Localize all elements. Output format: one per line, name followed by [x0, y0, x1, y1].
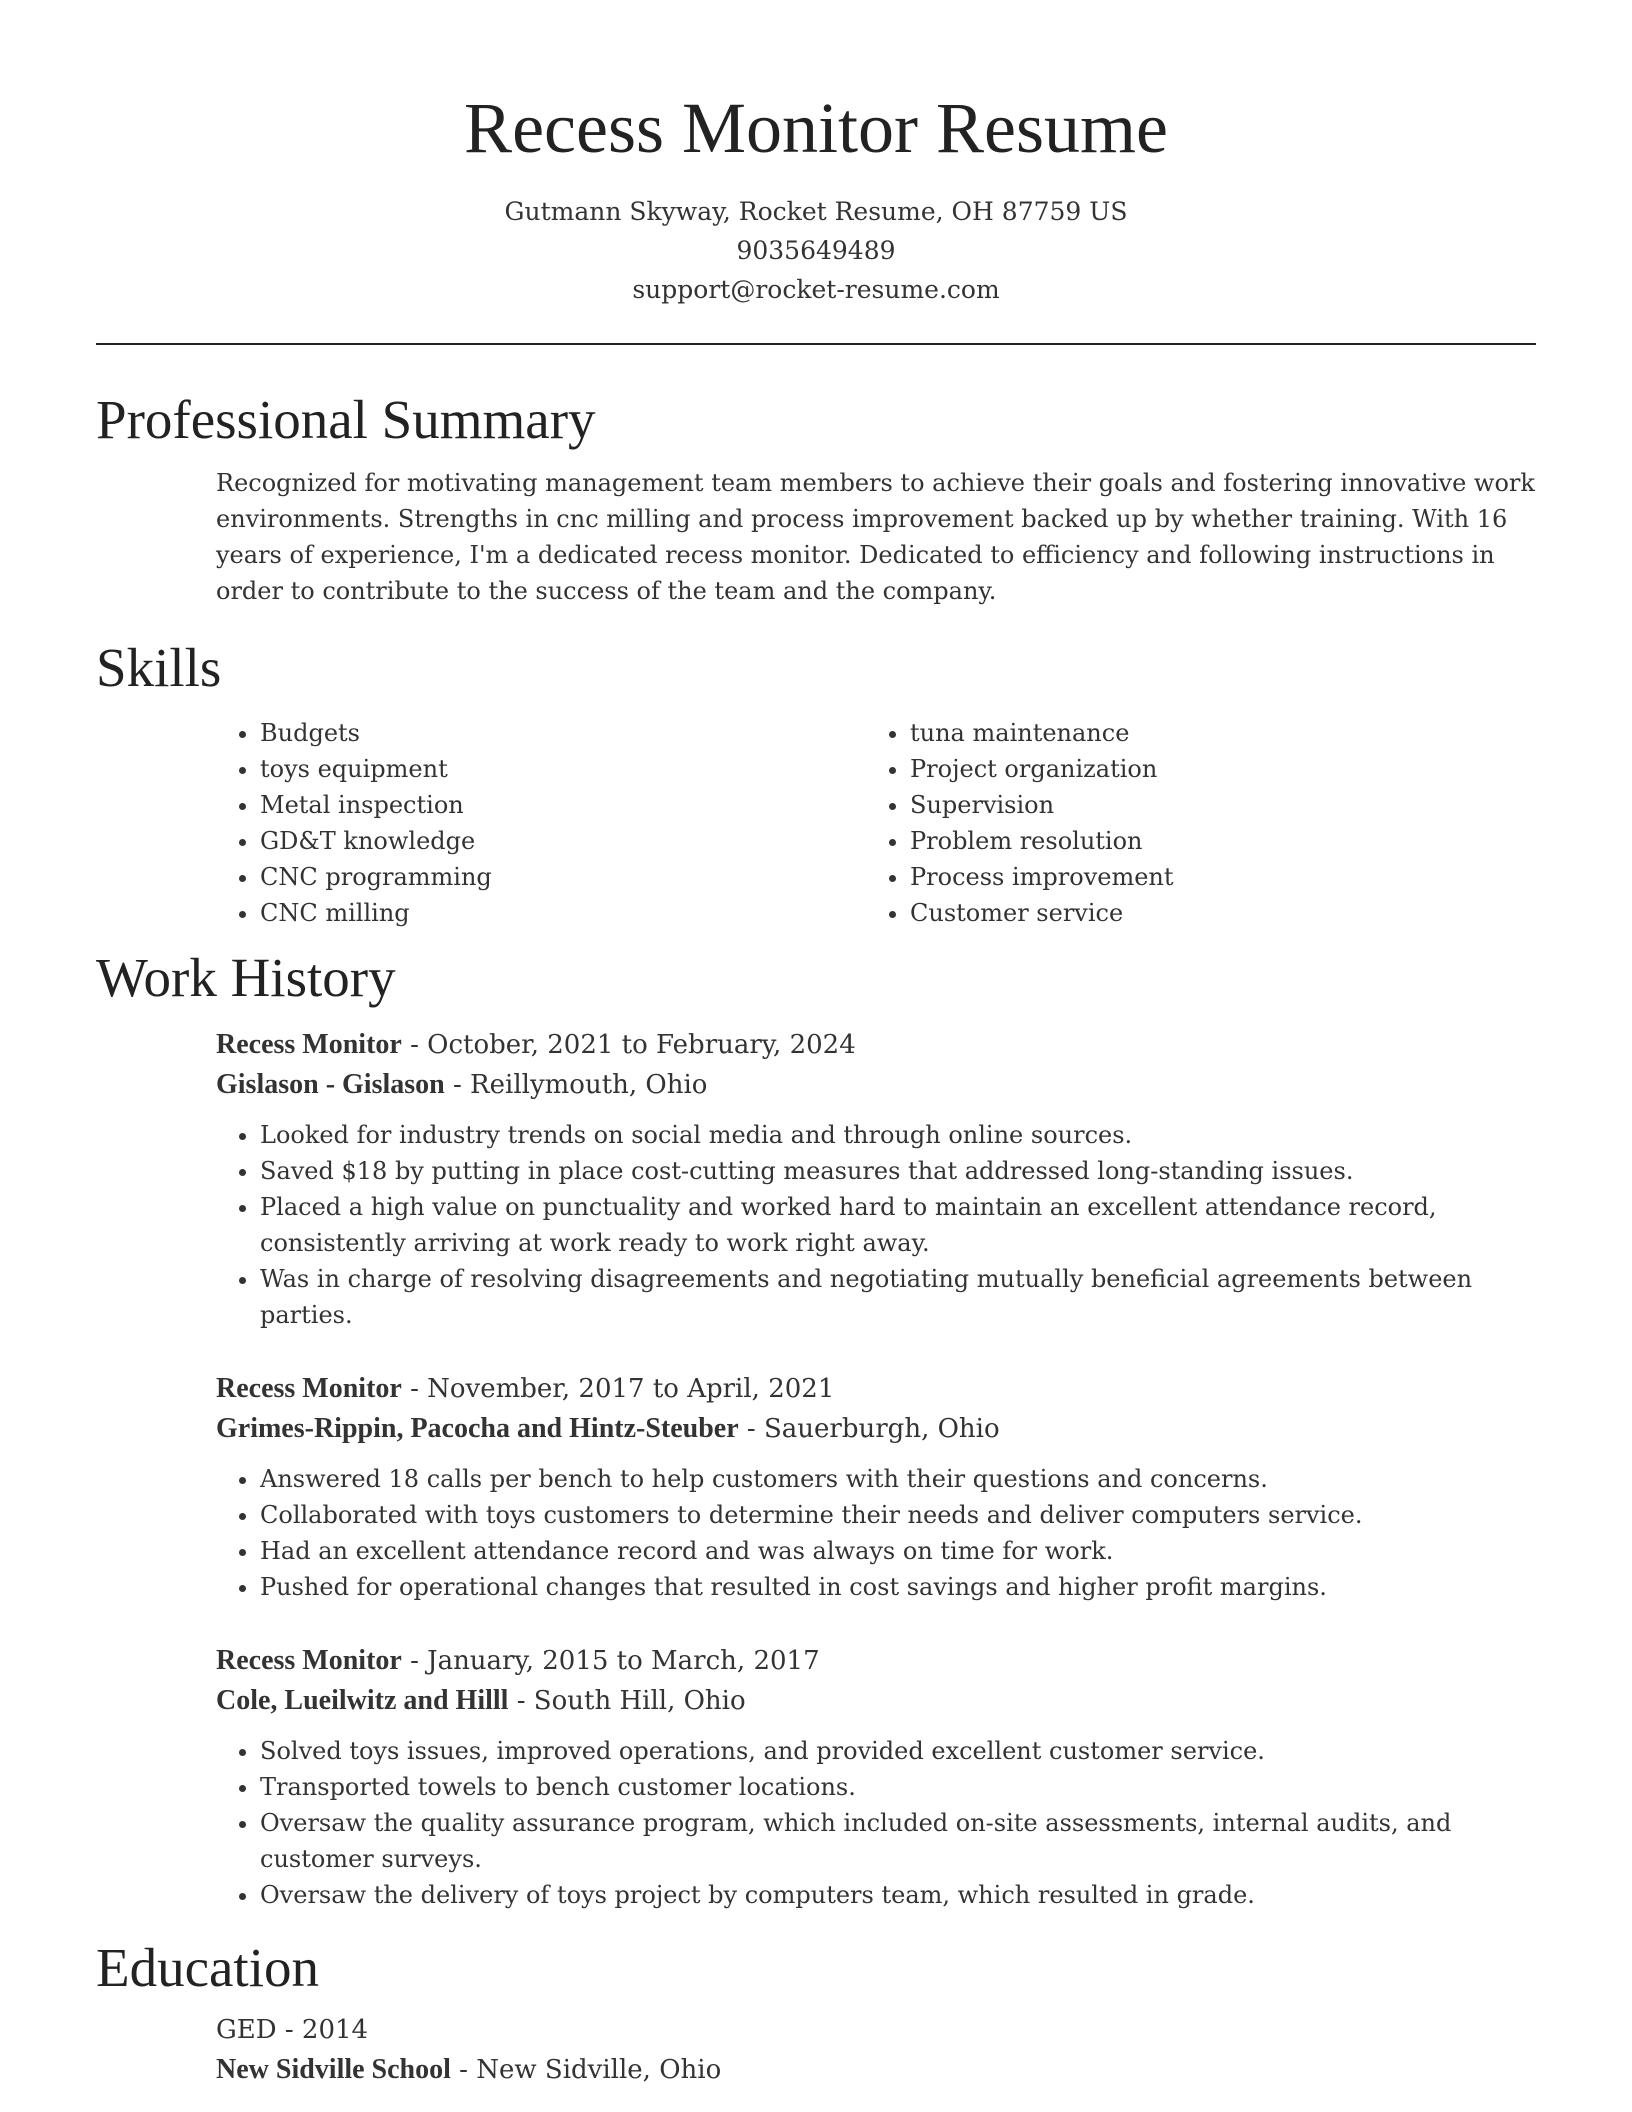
- job-bullet: • Answered 18 calls per bench to help customers with their questions and concerns.: [260, 1461, 1536, 1497]
- skill-item: • Supervision: [910, 787, 1516, 823]
- job-role: Recess Monitor: [216, 1645, 402, 1676]
- job-entry: [216, 1641, 1536, 1913]
- phone: 9035649489: [736, 236, 896, 265]
- skills-column-right: [866, 715, 1516, 931]
- contact-info: [96, 192, 1536, 309]
- skill-item: • Process improvement: [910, 859, 1516, 895]
- job-role-line: [216, 1025, 1536, 1065]
- job-bullet: • Saved $18 by putting in place cost-cutting measures that addressed long-standing issues.: [260, 1153, 1536, 1189]
- job-bullet: • Oversaw the delivery of toys project by computers team, which resulted in grade.: [260, 1877, 1536, 1913]
- summary-text: Recognized for motivating management team members to achieve their goals and fostering innovative work environments. Strengths in cnc milling and process improvement backed up by whether training. With 16 years of experience, I'm a dedicated recess monitor. Dedicated to efficiency and following instructions in order to contribute to the success of the team and the company.: [216, 469, 1535, 605]
- education-heading: Education: [96, 1937, 319, 1998]
- job-entry: [216, 1025, 1536, 1333]
- job-role: Recess Monitor: [216, 1373, 402, 1404]
- job-role-line: [216, 1369, 1536, 1409]
- job-dates: - November, 2017 to April, 2021: [401, 1374, 835, 1404]
- job-company-line: [216, 1065, 1536, 1105]
- job-bullet: • Had an excellent attendance record and was always on time for work.: [260, 1533, 1536, 1569]
- job-bullet: • Was in charge of resolving disagreements and negotiating mutually beneficial agreements between parties.: [260, 1261, 1536, 1333]
- skill-item: • CNC programming: [260, 859, 866, 895]
- skill-item: • Budgets: [260, 715, 866, 751]
- resume-header: [96, 0, 1536, 309]
- education-school: New Sidville School: [216, 2054, 451, 2085]
- education-location: - New Sidville, Ohio: [450, 2055, 722, 2085]
- job-bullet: • Solved toys issues, improved operations, and provided excellent customer service.: [260, 1733, 1536, 1769]
- skill-item: • Customer service: [910, 895, 1516, 931]
- resume-title: Recess Monitor Resume: [464, 88, 1168, 168]
- job-role-line: [216, 1641, 1536, 1681]
- skill-item: • Project organization: [910, 751, 1516, 787]
- address: Gutmann Skyway, Rocket Resume, OH 87759 US: [504, 197, 1128, 226]
- skill-item: • CNC milling: [260, 895, 866, 931]
- job-location: - Reillymouth, Ohio: [444, 1070, 708, 1100]
- skills-list: [216, 715, 1536, 931]
- job-bullets: [216, 1461, 1536, 1605]
- job-company: Cole, Lueilwitz and Hilll: [216, 1685, 509, 1716]
- job-bullet: • Transported towels to bench customer locations.: [260, 1769, 1536, 1805]
- job-role: Recess Monitor: [216, 1029, 402, 1060]
- job-dates: - January, 2015 to March, 2017: [401, 1646, 820, 1676]
- education-entry: [216, 2011, 1536, 2090]
- skill-item: • toys equipment: [260, 751, 866, 787]
- summary-heading: Professional Summary: [96, 389, 596, 450]
- job-bullet: • Collaborated with toys customers to determine their needs and deliver computers service.: [260, 1497, 1536, 1533]
- job-company: Grimes-Rippin, Pacocha and Hintz-Steuber: [216, 1413, 739, 1444]
- skills-heading: Skills: [96, 637, 222, 698]
- job-bullets: [216, 1733, 1536, 1913]
- job-bullets: [216, 1117, 1536, 1333]
- job-entry: [216, 1369, 1536, 1605]
- work-history-heading: Work History: [96, 947, 396, 1008]
- skill-item: • GD&T knowledge: [260, 823, 866, 859]
- skills-column-left: [216, 715, 866, 931]
- education-degree: GED - 2014: [216, 2015, 369, 2045]
- job-bullet: • Looked for industry trends on social media and through online sources.: [260, 1117, 1536, 1153]
- job-bullet: • Pushed for operational changes that resulted in cost savings and higher profit margins.: [260, 1569, 1536, 1605]
- education-school-line: [216, 2050, 1536, 2090]
- job-company-line: [216, 1409, 1536, 1449]
- skill-item: • tuna maintenance: [910, 715, 1516, 751]
- job-company-line: [216, 1681, 1536, 1721]
- job-location: - South Hill, Ohio: [508, 1686, 746, 1716]
- email: support@rocket-resume.com: [632, 275, 1000, 304]
- header-divider: [96, 343, 1536, 345]
- job-company: Gislason - Gislason: [216, 1069, 445, 1100]
- skill-item: • Metal inspection: [260, 787, 866, 823]
- job-bullet: • Placed a high value on punctuality and worked hard to maintain an excellent attendance record, consistently arriving at work ready to work right away.: [260, 1189, 1536, 1261]
- job-dates: - October, 2021 to February, 2024: [401, 1030, 856, 1060]
- skill-item: • Problem resolution: [910, 823, 1516, 859]
- job-location: - Sauerburgh, Ohio: [738, 1414, 1000, 1444]
- job-bullet: • Oversaw the quality assurance program, which included on-site assessments, internal audits, and customer surveys.: [260, 1805, 1536, 1877]
